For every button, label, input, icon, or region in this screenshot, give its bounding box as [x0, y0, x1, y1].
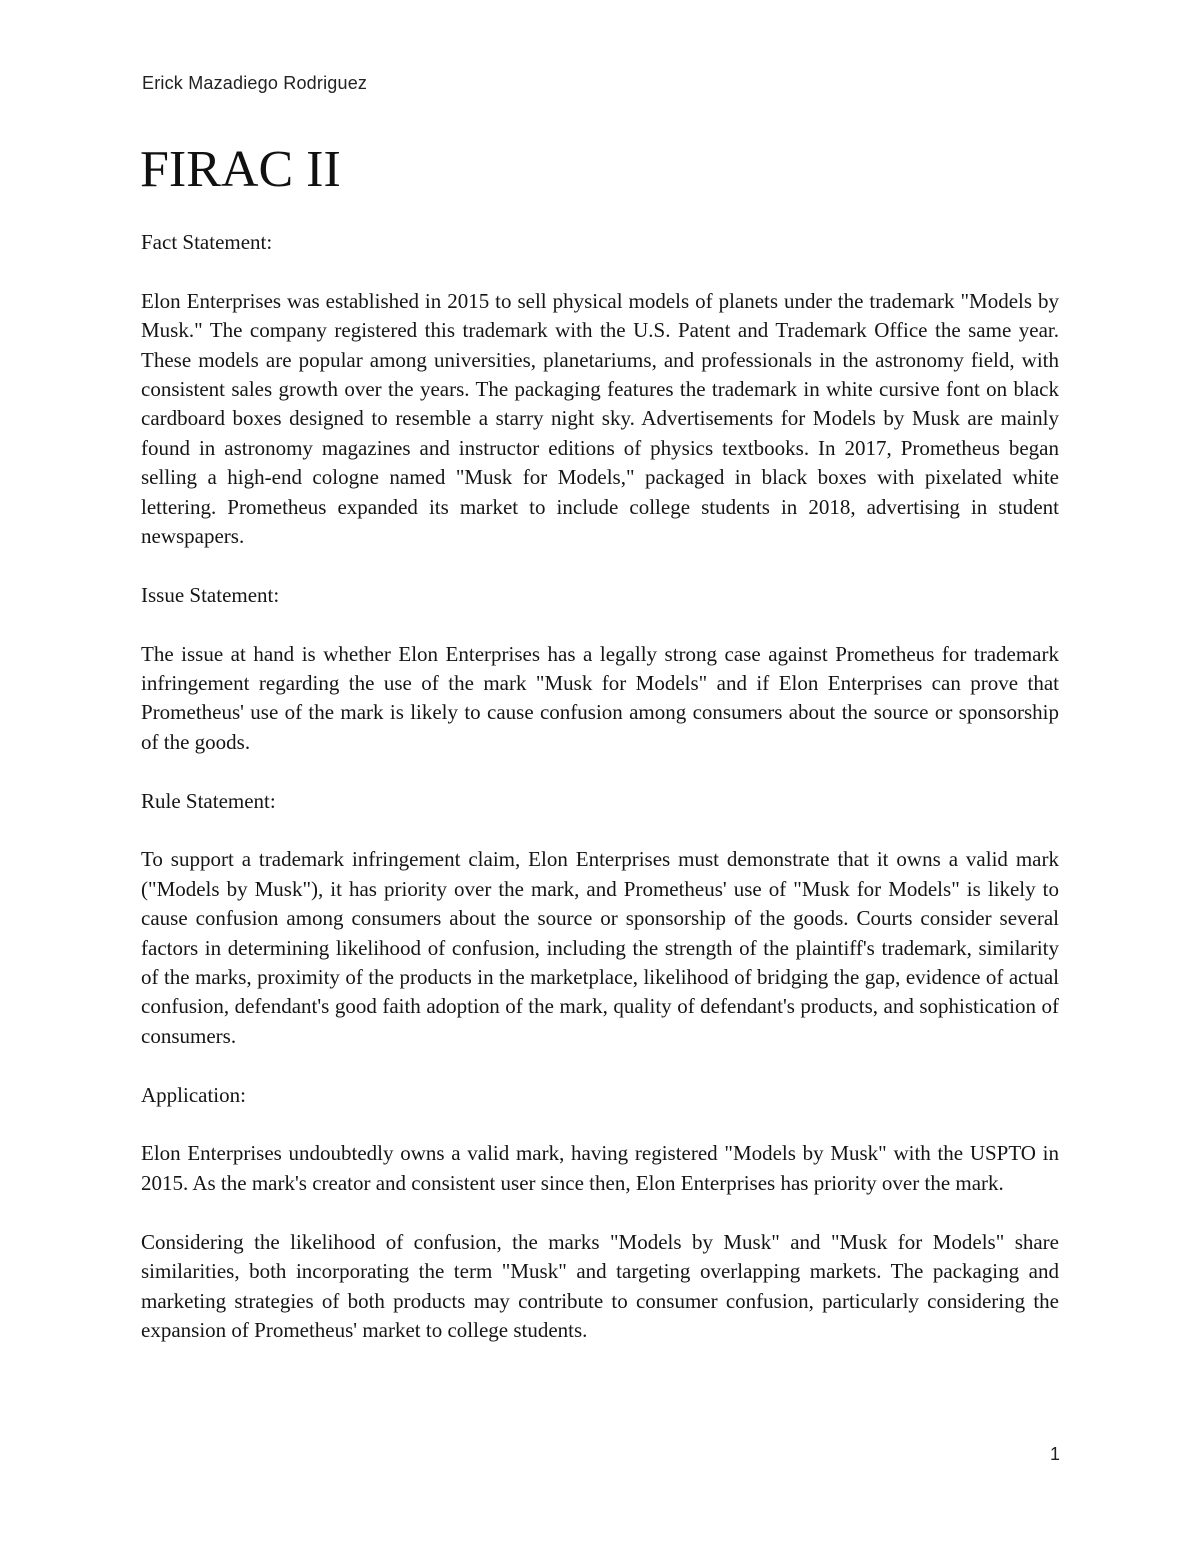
issue-heading: Issue Statement: — [141, 582, 280, 607]
rule-heading: Rule Statement: — [141, 788, 276, 813]
application-paragraph-2: Considering the likelihood of confusion, the marks "Models by Musk" and "Musk for Models" share similarities, both incorporating the term "Musk" and targeting overlapping markets. The packaging and marketing strategies of both products may contribute to consumer confusion, particularly considering the expansion of Prometheus' market to college students. — [141, 1229, 1059, 1342]
fact-paragraph: Elon Enterprises was established in 2015 to sell physical models of planets under the trademark "Models by Musk." The company registered this trademark with the U.S. Patent and Trademark Office the same year. These models are popular among universities, planetariums, and professionals in the astronomy field, with consistent sales growth over the years. The packaging features the trademark in white cursive font on black cardboard boxes designed to resemble a starry night sky. Advertisements for Models by Musk are mainly found in astronomy magazines and instructor editions of physics textbooks. In 2017, Prometheus began selling a high-end cologne named "Musk for Models," packaged in black boxes with pixelated white lettering. Prometheus expanded its market to include college students in 2018, advertising in student newspapers. — [141, 288, 1059, 549]
fact-heading: Fact Statement: — [141, 230, 273, 254]
document-body — [141, 228, 1059, 1375]
application-paragraph-1: Elon Enterprises undoubtedly owns a valid mark, having registered "Models by Musk" with the USPTO in 2015. As the mark's creator and consistent user since then, Elon Enterprises has priority over the mark. — [141, 1141, 1059, 1195]
issue-paragraph: The issue at hand is whether Elon Enterprises has a legally strong case against Prometheus for trademark infringement regarding the use of the mark "Musk for Models" and if Elon Enterprises can prove that Prometheus' use of the mark is likely to cause confusion among consumers about the source or sponsorship of the goods. — [141, 641, 1059, 754]
author-name: Erick Mazadiego Rodriguez — [142, 73, 368, 93]
application-heading: Application: — [141, 1082, 246, 1107]
page-number: 1 — [1049, 1444, 1060, 1464]
rule-paragraph: To support a trademark infringement claim, Elon Enterprises must demonstrate that it owns a valid mark ("Models by Musk"), it has priority over the mark, and Prometheus' use of "Musk for Models" is likely to cause confusion among consumers about the source or sponsorship of the goods. Courts consider several factors in determining likelihood of confusion, including the strength of the plaintiff's trademark, similarity of the marks, proximity of the products in the marketplace, likelihood of bridging the gap, evidence of actual confusion, defendant's good faith adoption of the mark, quality of defendant's products, and sophistication of consumers. — [141, 847, 1059, 1048]
document-title: FIRAC II — [140, 141, 341, 198]
